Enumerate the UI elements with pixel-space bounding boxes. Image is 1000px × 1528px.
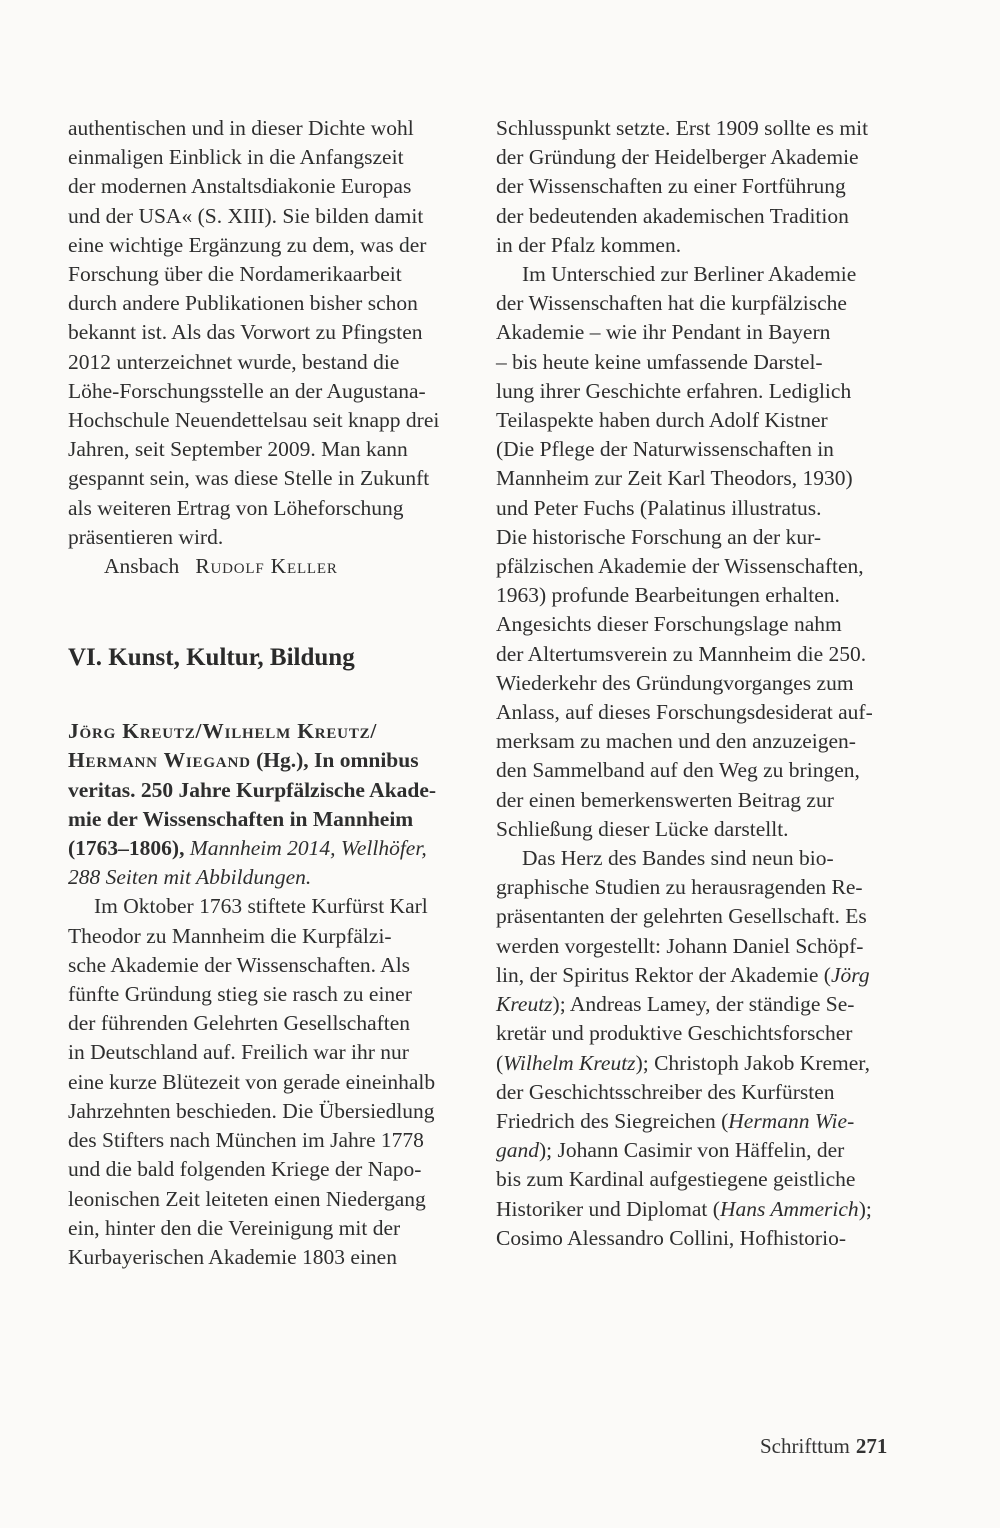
text-line: graphische Studien zu herausragenden Re- — [496, 875, 863, 900]
text-line: durch andere Publikationen bisher schon — [68, 291, 418, 316]
text-line: in Deutschland auf. Freilich war ihr nur — [68, 1040, 409, 1065]
page-number: 271 — [855, 1434, 888, 1458]
right-para-3 — [496, 844, 888, 1253]
left-para-2 — [68, 892, 460, 1272]
text-line: Jahren, seit September 2009. Man kann — [68, 437, 408, 462]
signature-name: Rudolf Keller — [195, 554, 338, 579]
text-line: Im Oktober 1763 stiftete Kurfürst Karl — [94, 894, 428, 919]
text-line: den Sammelband auf den Weg zu bringen, — [496, 758, 860, 783]
text-line: Mannheim zur Zeit Karl Theodors, 1930) — [496, 466, 853, 491]
right-column — [496, 114, 888, 1253]
text-line: und Peter Fuchs (Palatinus illustratus. — [496, 495, 822, 520]
text-line: Friedrich des Siegreichen (Hermann Wie- — [496, 1108, 855, 1133]
text-line: und der USA« (S. XIII). Sie bilden damit — [68, 203, 424, 228]
text-line: präsentieren wird. — [68, 524, 224, 549]
page-footer — [760, 1434, 887, 1459]
text-line: als weiteren Ertrag von Löheforschung — [68, 495, 404, 520]
review-header — [68, 717, 460, 892]
text-line: pfälzischen Akademie der Wissenschaften, — [496, 554, 864, 579]
contributor-name: Wilhelm Kreutz — [503, 1050, 636, 1075]
text-line: und die bald folgenden Kriege der Napo- — [68, 1157, 422, 1182]
text-line: präsentanten der gelehrten Gesellschaft. Es — [496, 904, 867, 929]
text-line: werden vorgestellt: Johann Daniel Schöpf- — [496, 933, 864, 958]
text-line: Schließung dieser Lücke darstellt. — [496, 816, 789, 841]
text-line: leonischen Zeit leiteten einen Niedergang — [68, 1186, 426, 1211]
right-para-2 — [496, 260, 888, 844]
review-title-line: mie der Wissenschaften in Mannheim — [68, 806, 414, 831]
text-line: Das Herz des Bandes sind neun bio- — [522, 846, 834, 871]
text-line: lin, der Spiritus Rektor der Akademie (Jörg — [496, 962, 870, 987]
text-line: des Stifters nach München im Jahre 1778 — [68, 1128, 424, 1153]
left-column — [68, 114, 460, 1272]
text-line: Anlass, auf dieses Forschungsdesiderat auf- — [496, 700, 873, 725]
text-line: Hochschule Neuendettelsau seit knapp drei — [68, 408, 440, 433]
text-line: der Gründung der Heidelberger Akademie — [496, 145, 859, 170]
text-line: der führenden Gelehrten Gesellschaften — [68, 1011, 411, 1036]
text-line: Kreutz); Andreas Lamey, der ständige Se- — [496, 992, 855, 1017]
contributor-name: Hans Ammerich — [719, 1196, 859, 1221]
text-line: – bis heute keine umfassende Darstel- — [496, 349, 823, 374]
review-title-part: (Hg.), In omnibus — [250, 748, 419, 773]
text-line: Jahrzehnten beschieden. Die Übersiedlung — [68, 1098, 435, 1123]
review-years: (1763–1806), — [68, 836, 185, 861]
contributor-name: Kreutz — [496, 992, 553, 1017]
review-title-line — [68, 834, 460, 863]
text-line: Die historische Forschung an der kur- — [496, 524, 821, 549]
text-line: kretär und produktive Geschichtsforscher — [496, 1021, 853, 1046]
text-line: ein, hinter den die Vereinigung mit der — [68, 1215, 401, 1240]
text-line: Im Unterschied zur Berliner Akademie — [522, 262, 857, 287]
running-footer-label: Schrifttum — [760, 1434, 850, 1458]
review-title-line — [68, 746, 460, 775]
text-line: fünfte Gründung stieg sie rasch zu einer — [68, 982, 412, 1007]
text-line: der einen bemerkenswerten Beitrag zur — [496, 787, 834, 812]
text-line: merksam zu machen und den anzuzeigen- — [496, 729, 856, 754]
text-line: der modernen Anstaltsdiakonie Europas — [68, 174, 412, 199]
section-heading: VI. Kunst, Kultur, Bildung — [68, 644, 355, 672]
text-line: Cosimo Alessandro Collini, Hofhistorio- — [496, 1225, 846, 1250]
text-line: Forschung über die Nordamerikaarbeit — [68, 262, 402, 287]
text-line: einmaligen Einblick in die Anfangszeit — [68, 145, 404, 170]
text-line: eine kurze Blütezeit von gerade eineinhalb — [68, 1069, 436, 1094]
text-line: Kurbayerischen Akademie 1803 einen — [68, 1244, 397, 1269]
text-line: Wiederkehr des Gründungvorganges zum — [496, 670, 854, 695]
signature-place: Ansbach — [104, 554, 180, 579]
text-line: gand); Johann Casimir von Häffelin, der — [496, 1138, 845, 1163]
text-line: der Geschichtsschreiber des Kurfürsten — [496, 1079, 835, 1104]
text-line: Teilaspekte haben durch Adolf Kistner — [496, 408, 828, 433]
text-line: bekannt ist. Als das Vorwort zu Pfingsten — [68, 320, 423, 345]
review-author-name: Hermann Wiegand — [68, 748, 251, 773]
text-line: 1963) profunde Bearbeitungen erhalten. — [496, 583, 840, 608]
contributor-name: Hermann Wie- — [728, 1108, 855, 1133]
contributor-name: Jörg — [830, 962, 870, 987]
text-line: Löhe-Forschungsstelle an der Augustana- — [68, 378, 426, 403]
contributor-name: gand — [496, 1138, 539, 1163]
right-para-1 — [496, 114, 888, 260]
text-line: 2012 unterzeichnet wurde, bestand die — [68, 349, 400, 374]
text-line: Historiker und Diplomat (Hans Ammerich); — [496, 1196, 872, 1221]
left-para-1 — [68, 114, 460, 552]
text-line: authentischen und in dieser Dichte wohl — [68, 116, 414, 140]
text-line: Angesichts dieser Forschungslage nahm — [496, 612, 842, 637]
review-pages: 288 Seiten mit Abbildungen. — [68, 865, 312, 890]
text-line: (Wilhelm Kreutz); Christoph Jakob Kremer, — [496, 1050, 870, 1075]
text-line: (Die Pflege der Naturwissenschaften in — [496, 437, 834, 462]
review-authors-line: Jörg Kreutz/Wilhelm Kreutz/ — [68, 719, 378, 744]
text-line: Akademie – wie ihr Pendant in Bayern — [496, 320, 831, 345]
text-line: der Wissenschaften hat die kurpfälzische — [496, 291, 847, 316]
review-publication: Mannheim 2014, Wellhöfer, — [184, 836, 427, 861]
signature — [68, 552, 460, 581]
text-line: Theodor zu Mannheim die Kurpfälzi- — [68, 923, 392, 948]
text-line: in der Pfalz kommen. — [496, 232, 682, 257]
text-line: eine wichtige Ergänzung zu dem, was der — [68, 232, 427, 257]
text-line: der Altertumsverein zu Mannheim die 250. — [496, 641, 867, 666]
text-line: bis zum Kardinal aufgestiegene geistliche — [496, 1167, 856, 1192]
text-line: gespannt sein, was diese Stelle in Zukunft — [68, 466, 430, 491]
text-line: der bedeutenden akademischen Tradition — [496, 203, 849, 228]
text-line: lung ihrer Geschichte erfahren. Lediglich — [496, 378, 852, 403]
text-line: Schlusspunkt setzte. Erst 1909 sollte es mit — [496, 116, 869, 140]
text-line: der Wissenschaften zu einer Fortführung — [496, 174, 846, 199]
review-title-line: veritas. 250 Jahre Kurpfälzische Akade- — [68, 777, 437, 802]
text-line: sche Akademie der Wissenschaften. Als — [68, 952, 411, 977]
